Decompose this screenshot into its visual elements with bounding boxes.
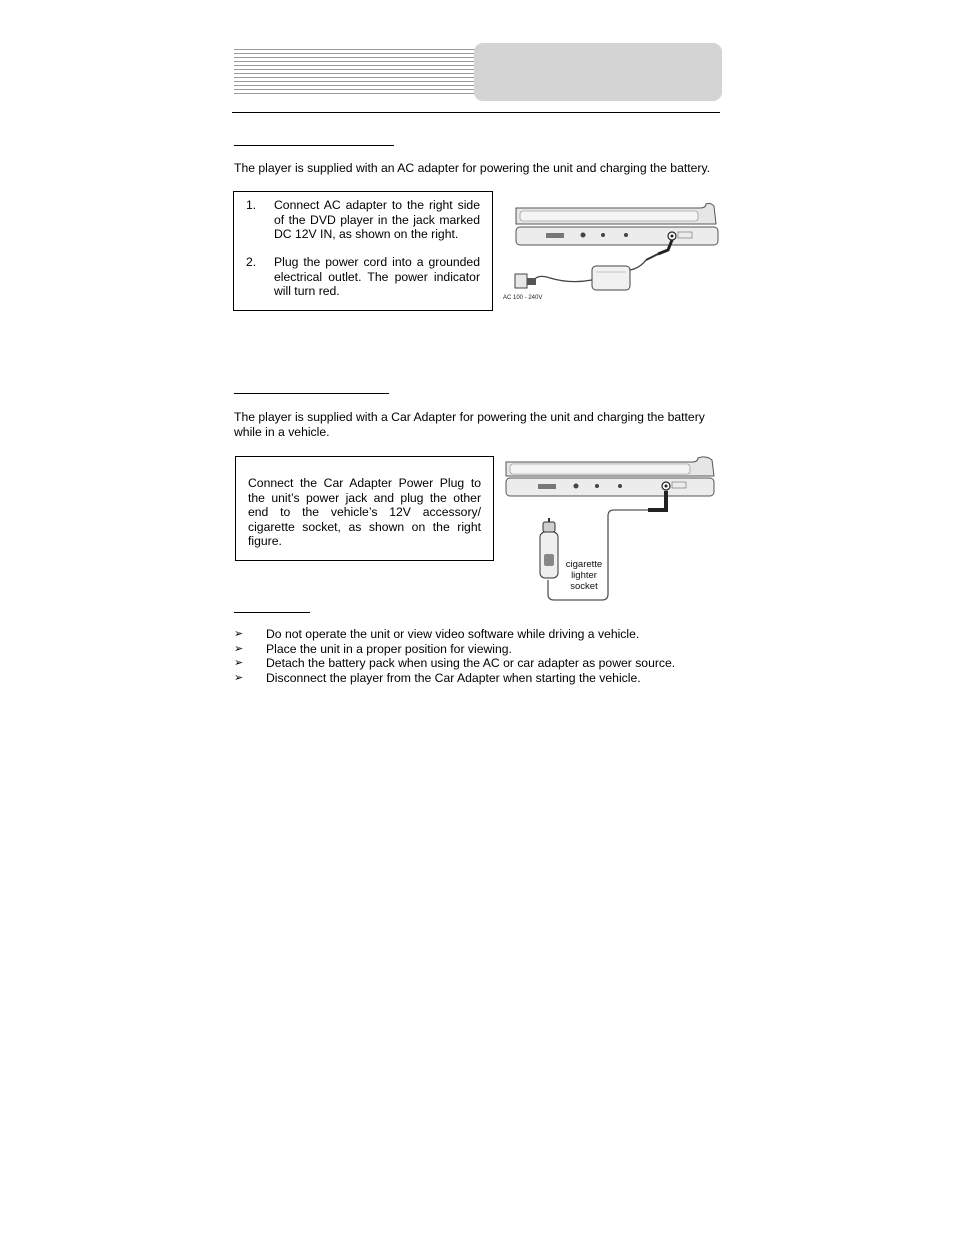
step-number: 2. — [246, 255, 257, 269]
arrow-bullet-icon: ➢ — [234, 671, 244, 684]
list-item — [234, 671, 724, 686]
ac-intro: The player is supplied with an AC adapter for powering the unit and charging the battery. — [234, 161, 711, 175]
ac-voltage-label: AC 100 - 240V — [503, 295, 543, 301]
ac-step-1 — [246, 198, 480, 242]
ac-heading-underline — [234, 145, 394, 146]
header-stripes — [234, 49, 476, 95]
warning-text: Disconnect the player from the Car Adapter when starting the vehicle. — [266, 670, 641, 685]
list-item — [234, 627, 724, 642]
warnings-heading-underline — [234, 612, 310, 613]
car-instruction: Connect the Car Adapter Power Plug to the unit’s power jack and plug the other end to the vehicle’s 12V accessory/ cigarette socket, as shown on the right figure. — [248, 476, 481, 549]
warning-text: Detach the battery pack when using the AC or car adapter as power source. — [266, 656, 676, 670]
header-rule — [232, 112, 720, 113]
socket-label-line-3: socket — [570, 581, 598, 592]
step-text: Connect AC adapter to the right side of the DVD player in the jack marked DC 12V IN, as shown on the right. — [274, 198, 480, 242]
arrow-bullet-icon: ➢ — [234, 628, 244, 640]
step-text: Plug the power cord into a grounded electrical outlet. The power indicator will turn red. — [274, 255, 480, 299]
car-adapter-figure — [502, 454, 722, 604]
car-intro: The player is supplied with a Car Adapter for powering the unit and charging the battery while in a vehicle. — [234, 410, 705, 439]
step-number: 1. — [246, 198, 257, 212]
socket-label-line-1: cigarette — [565, 559, 603, 570]
ac-step-2 — [246, 255, 480, 299]
ac-adapter-figure — [500, 200, 725, 305]
warning-text: Place the unit in a proper position for viewing. — [266, 641, 512, 656]
list-item — [234, 642, 724, 657]
warnings-list — [234, 627, 724, 685]
socket-label-line-2: lighter — [571, 570, 597, 581]
warning-text: Do not operate the unit or view video software while driving a vehicle. — [266, 627, 640, 641]
header-tab — [474, 43, 722, 101]
arrow-bullet-icon: ➢ — [234, 642, 244, 655]
ac-steps-box — [233, 191, 493, 311]
car-heading-underline — [234, 393, 389, 394]
arrow-bullet-icon: ➢ — [234, 657, 244, 669]
car-instruction-box — [235, 456, 494, 561]
list-item — [234, 656, 724, 671]
